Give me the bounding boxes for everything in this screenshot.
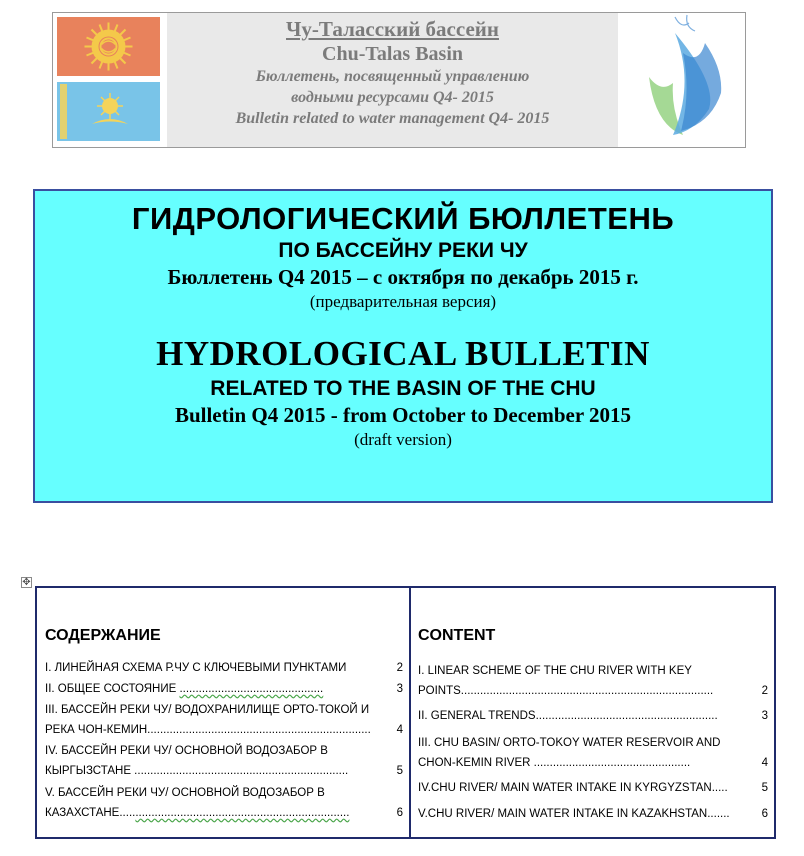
water-drops-logo-icon <box>625 13 745 147</box>
basin-logo <box>625 13 745 147</box>
kyrgyzstan-flag <box>57 17 160 76</box>
toc-en-item-1[interactable] <box>418 661 768 701</box>
title-ru-period: Бюллетень Q4 2015 – с октября по декабрь 2015 г. <box>167 265 639 289</box>
toc-column-en <box>418 588 768 837</box>
toc-ru-item-3-line2: РЕКА ЧОН-КЕМИН...................................................................... <box>45 724 371 736</box>
toc-en-item-2-page: 3 <box>761 710 768 722</box>
title-en-draft: (draft version) <box>354 430 452 449</box>
toc-en-item-1-line1: I. LINEAR SCHEME OF THE CHU RIVER WITH KEY <box>418 665 692 677</box>
bulletin-title-box <box>33 189 773 503</box>
table-move-handle-icon[interactable]: ✥ <box>22 577 31 588</box>
toc-ru-item-3-line1: III. БАССЕЙН РЕКИ ЧУ/ ВОДОХРАНИЛИЩЕ ОРТО-ТОКОЙ И <box>45 704 370 716</box>
toc-en-item-1-line2: POINTS............................................................................... <box>418 685 714 697</box>
toc-ru-item-2-page: 3 <box>396 683 403 695</box>
toc-ru-item-5-page: 6 <box>396 807 403 819</box>
toc-ru-item-5[interactable] <box>45 783 403 823</box>
toc-heading-en: CONTENT <box>418 627 496 644</box>
toc-ru-item-4[interactable] <box>45 741 403 781</box>
title-en-main: HYDROLOGICAL BULLETIN <box>156 334 650 373</box>
kazakhstan-flag <box>57 82 160 141</box>
toc-ru-item-1[interactable] <box>45 658 403 678</box>
toc-en-item-4[interactable] <box>418 778 768 798</box>
toc-column-ru <box>45 588 403 837</box>
toc-column-divider <box>409 588 411 837</box>
title-ru-main: ГИДРОЛОГИЧЕСКИЙ БЮЛЛЕТЕНЬ <box>131 201 675 236</box>
toc-en-item-2-line1: II. GENERAL TRENDS......................................................... <box>418 710 718 722</box>
toc-en-item-4-line1: IV.CHU RIVER/ MAIN WATER INTAKE IN KYRGYZSTAN..... <box>418 782 728 794</box>
title-ru-sub: ПО БАССЕЙНУ РЕКИ ЧУ <box>278 239 528 262</box>
toc-en-item-5[interactable] <box>418 804 768 824</box>
toc-en-item-5-line1: V.CHU RIVER/ MAIN WATER INTAKE IN KAZAKHSTAN....... <box>418 808 730 820</box>
toc-en-item-2[interactable] <box>418 706 768 726</box>
toc-en-item-5-page: 6 <box>761 808 768 820</box>
toc-en-item-3-line2: CHON-KEMIN RIVER ................................................. <box>418 757 691 769</box>
toc-en-item-1-page: 2 <box>761 685 768 697</box>
toc-ru-item-4-line2: КЫРГЫЗСТАНЕ ................................................................... <box>45 765 349 777</box>
toc-ru-item-1-text: I. ЛИНЕЙНАЯ СХЕМА Р.ЧУ С КЛЮЧЕВЫМИ ПУНКТАМИ <box>45 662 347 674</box>
table-of-contents <box>35 586 776 839</box>
header-title-en: Chu-Talas Basin <box>322 43 463 65</box>
toc-ru-item-5-line1: V. БАССЕЙН РЕКИ ЧУ/ ОСНОВНОЙ ВОДОЗАБОР В <box>45 787 325 799</box>
toc-ru-item-5-dots: ................................................................... <box>135 807 350 819</box>
toc-ru-item-4-page: 5 <box>396 765 403 777</box>
toc-en-item-3-line1: III. CHU BASIN/ ORTO-TOKOY WATER RESERVOIR AND <box>418 737 721 749</box>
kyrgyzstan-sun-icon <box>57 17 160 76</box>
toc-ru-item-2[interactable] <box>45 679 403 699</box>
toc-ru-item-2-text: II. ОБЩЕЕ СОСТОЯНИЕ <box>45 683 177 695</box>
title-en-sub: RELATED TO THE BASIN OF THE CHU <box>210 377 596 400</box>
bulletin-header <box>52 12 746 148</box>
header-title-ru: Чу-Таласский бассейн <box>286 17 499 41</box>
toc-ru-item-1-page: 2 <box>396 662 403 674</box>
header-subtitle-ru-2: водными ресурсами Q4- 2015 <box>291 89 494 106</box>
header-subtitle-ru-1: Бюллетень, посвященный управлению <box>255 68 530 85</box>
toc-heading-ru: СОДЕРЖАНИЕ <box>45 627 161 644</box>
toc-en-item-3-page: 4 <box>761 757 768 769</box>
toc-ru-item-3[interactable] <box>45 700 403 740</box>
title-ru-draft: (предварительная версия) <box>309 292 497 311</box>
toc-ru-item-2-dots: ............................................. <box>179 683 324 695</box>
toc-en-item-3[interactable] <box>418 733 768 773</box>
header-text-block <box>167 13 618 147</box>
kazakhstan-sun-eagle-icon <box>57 82 160 141</box>
toc-ru-item-3-page: 4 <box>396 724 403 736</box>
toc-ru-item-4-line1: IV. БАССЕЙН РЕКИ ЧУ/ ОСНОВНОЙ ВОДОЗАБОР В <box>45 745 328 757</box>
title-en-period: Bulletin Q4 2015 - from October to December 2015 <box>174 403 632 427</box>
header-subtitle-en: Bulletin related to water management Q4- 2015 <box>235 110 550 127</box>
toc-en-item-4-page: 5 <box>761 782 768 794</box>
toc-ru-item-5-line2: КАЗАХСТАНЕ..... <box>45 807 136 819</box>
flags <box>53 13 165 147</box>
